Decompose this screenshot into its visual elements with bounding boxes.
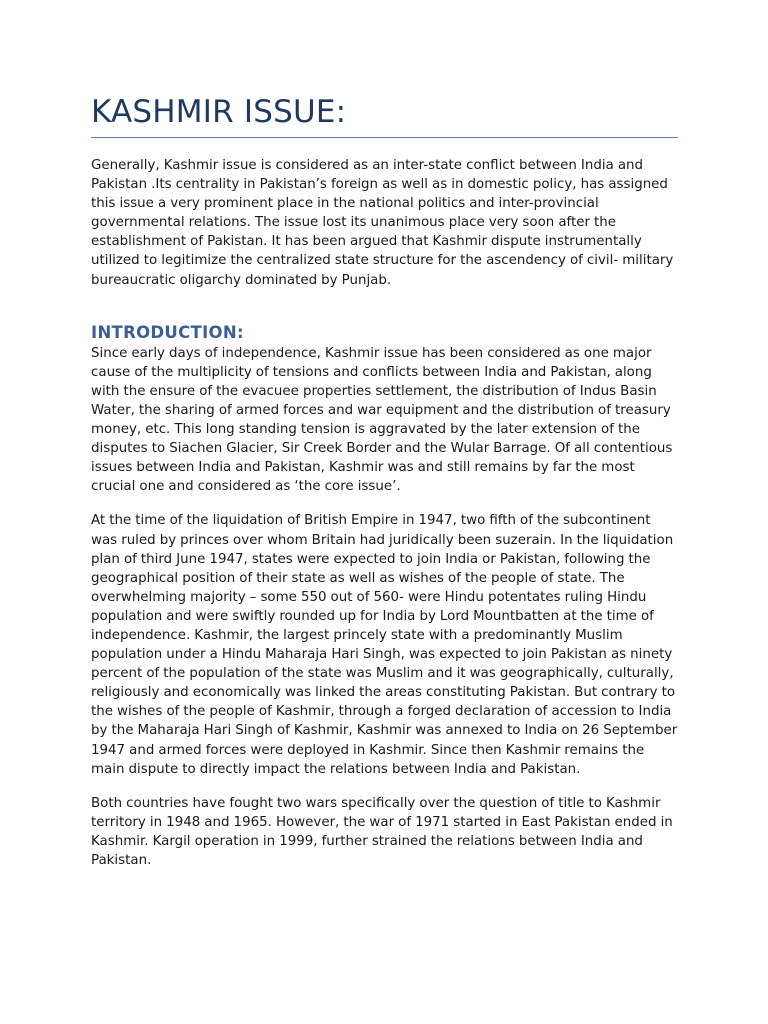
section-heading-introduction: INTRODUCTION:	[91, 322, 244, 342]
document-title: KASHMIR ISSUE:	[91, 94, 347, 130]
body-paragraph-3: Both countries have fought two wars specifically over the question of title to Kashmir territory in 1948 and 1965. However, the war of 1971 started in East Pakistan ended in Kashmir. Kargil operation in 1999, further strained the relations between India and Pakistan.	[91, 795, 673, 868]
body-paragraph-2: At the time of the liquidation of British Empire in 1947, two fifth of the subcontinent was ruled by princes over whom Britain had juridically been suzerain. In the liquidation plan of third June 1947, states were expected to join India or Pakistan, following the geographical position of their state as well as wishes of the people of state. The overwhelming majority – some 550 out of 560- were Hindu potentates ruling Hindu population and were swiftly rounded up for India by Lord Mountbatten at the time of independence. Kashmir, the largest princely state with a predominantly Muslim population under a Hindu Maharaja Hari Singh, was expected to join Pakistan as ninety percent of the population of the state was Muslim and it was geographically, culturally, religiously and economically was linked the areas constituting Pakistan. But contrary to the wishes of the people of Kashmir, through a forged declaration of accession to India by the Maharaja Hari Singh of Kashmir, Kashmir was annexed to India on 26 September 1947 and armed forces were deployed in Kashmir. Since then Kashmir remains the main dispute to directly impact the relations between India and Pakistan.	[91, 513, 678, 777]
intro-paragraph: Generally, Kashmir issue is considered as an inter-state conflict between India and Pakistan .Its centrality in Pakistan’s foreign as well as in domestic policy, has assigned this issue a very prominent place in the national politics and inter-provincial governmental relations. The issue lost its unanimous place very soon after the establishment of Pakistan. It has been argued that Kashmir dispute instrumentally utilized to legitimize the centralized state structure for the ascendency of civil- military bureaucratic oligarchy dominated by Punjab.	[91, 158, 674, 288]
document-page	[91, 90, 679, 870]
body-paragraph-1: Since early days of independence, Kashmir issue has been considered as one major cause of the multiplicity of tensions and conflicts between India and Pakistan, along with the ensure of the evacuee properties settlement, the distribution of Indus Basin Water, the sharing of armed forces and war equipment and the distribution of treasury money, etc. This long standing tension is aggravated by the later extension of the disputes to Siachen Glacier, Sir Creek Border and the Wular Barrage. Of all contentious issues between India and Pakistan, Kashmir was and still remains by far the most crucial one and considered as ‘the core issue’.	[91, 345, 673, 495]
title-underline	[91, 137, 678, 138]
